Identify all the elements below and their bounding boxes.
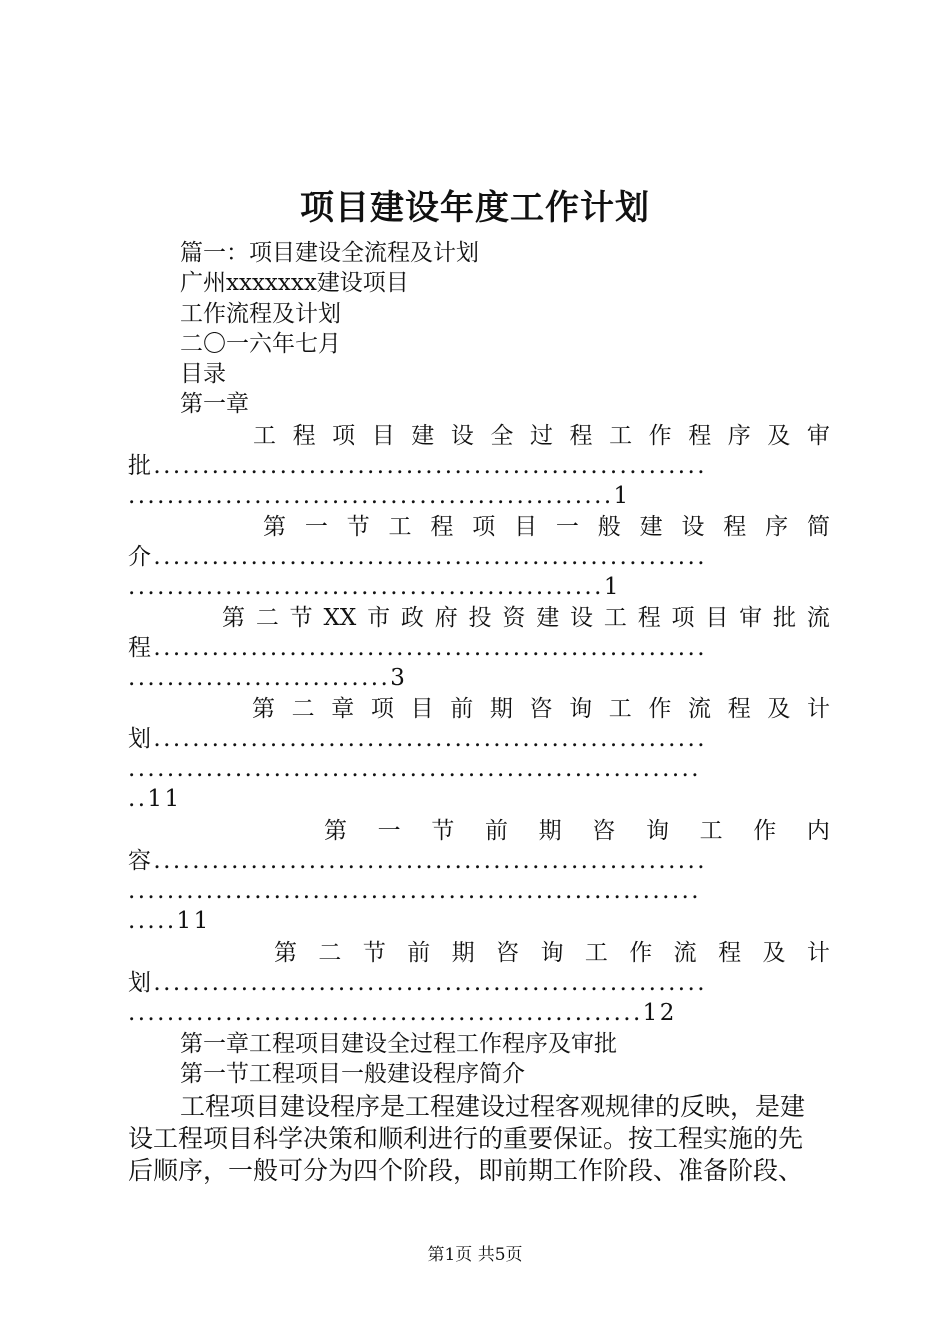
toc-char: 期: [489, 696, 513, 722]
toc-leader-row: 划.........................................................: [128, 970, 707, 996]
toc-leader-row: ...........................................................: [128, 878, 701, 904]
toc-char: 程: [292, 423, 316, 449]
toc-char: 建: [639, 514, 663, 540]
toc-char: 程: [688, 423, 712, 449]
toc-char: 计: [806, 940, 830, 966]
toc-char: 全: [490, 423, 514, 449]
toc-char: 作: [648, 696, 672, 722]
toc-char: 政: [400, 605, 424, 631]
toc-char: 及: [762, 940, 786, 966]
toc-char: 作: [648, 423, 672, 449]
toc-char: 设: [450, 423, 474, 449]
page-footer: 第1页 共5页: [427, 1245, 523, 1265]
toc-char: 工: [608, 696, 632, 722]
toc-entry: [128, 603, 830, 693]
toc-leader-row: 程.........................................................: [128, 635, 707, 661]
toc-char: 简: [806, 514, 830, 540]
paragraph-line: 工程项目建设程序是工程建设过程客观规律的反映，是建: [180, 1092, 806, 1121]
toc-char: 前: [407, 940, 431, 966]
toc-char: 建: [411, 423, 435, 449]
toc-char: 第: [263, 514, 286, 540]
toc-char: 内: [806, 818, 830, 844]
toc-char: 过: [529, 423, 553, 449]
toc-leader-row: ...........................................................: [128, 756, 701, 782]
toc-char: 设: [681, 514, 705, 540]
toc-char: 作: [753, 818, 777, 844]
toc-leader-row: 批.........................................................: [128, 453, 707, 479]
toc-char: 建: [536, 605, 560, 631]
header-line-2: 广州xxxxxxx建设项目: [180, 270, 409, 296]
toc-entry: [128, 816, 830, 936]
toc-char: 投: [468, 605, 492, 631]
toc-char: 二: [291, 696, 315, 722]
toc-char: 章: [331, 696, 355, 722]
toc-char: 一: [377, 818, 401, 844]
toc-char: 咨: [592, 818, 616, 844]
toc-char: 前: [450, 696, 474, 722]
toc-entry-heading: [128, 512, 830, 542]
header-line-3: 工作流程及计划: [180, 301, 341, 327]
header-line-4: 二〇一六年七月: [180, 331, 341, 357]
toc-char: 工: [253, 423, 276, 449]
toc-char: 询: [540, 940, 564, 966]
toc-char: 项: [370, 696, 394, 722]
toc-char: 第: [252, 696, 275, 722]
toc-entry-heading: [128, 694, 830, 724]
toc-char: 审: [806, 423, 830, 449]
toc-heading: 目录: [180, 361, 226, 387]
toc-char: 前: [484, 818, 508, 844]
toc-char: 目: [705, 605, 729, 631]
toc-char: 第: [324, 818, 347, 844]
toc-char: 序: [765, 514, 789, 540]
toc-char: 询: [645, 818, 669, 844]
paragraph-line: 后顺序，一般可分为四个阶段，即前期工作阶段、准备阶段、: [128, 1156, 804, 1185]
toc-char: 设: [570, 605, 594, 631]
toc-leader-row: ..11: [128, 786, 182, 812]
body-paragraph: [128, 1091, 830, 1187]
toc-leader-row: ...........................3: [128, 665, 408, 691]
toc-char: 及: [767, 423, 791, 449]
toc-leader-row: 容.........................................................: [128, 848, 707, 874]
toc-char: 工: [388, 514, 412, 540]
toc-char: 府: [434, 605, 458, 631]
toc-char: 审: [739, 605, 763, 631]
toc-char: 流: [688, 696, 712, 722]
toc-char: 目: [410, 696, 434, 722]
paragraph-line: 设工程项目科学决策和顺利进行的重要保证。按工程实施的先: [128, 1124, 804, 1153]
toc-char: 项: [332, 423, 356, 449]
toc-char: 第: [222, 605, 245, 631]
toc-char: 程: [637, 605, 661, 631]
toc-char: 流: [806, 605, 830, 631]
toc-chapter-label: 第一章: [180, 391, 249, 417]
toc-char: 批: [773, 605, 796, 631]
toc-entry: [128, 421, 830, 511]
toc-entry-heading: [128, 816, 830, 846]
toc-leader-row: .....11: [128, 908, 211, 934]
toc-entry: [128, 694, 830, 814]
toc-char: 期: [451, 940, 475, 966]
chapter-heading: 第一章工程项目建设全过程工作程序及审批: [180, 1031, 617, 1057]
toc-char: 作: [629, 940, 653, 966]
toc-char: 程: [718, 940, 742, 966]
toc-char: 目: [371, 423, 395, 449]
toc-leader-row: ..................................................1: [128, 483, 631, 509]
toc-entry-heading: [128, 421, 830, 451]
toc-entry-heading: [128, 938, 830, 968]
toc-char: 程: [723, 514, 747, 540]
toc-char: 程: [430, 514, 454, 540]
toc-char: 目: [514, 514, 538, 540]
toc-char: 及: [767, 696, 791, 722]
toc-char: 询: [569, 696, 593, 722]
toc-leader-row: 介.........................................................: [128, 544, 707, 570]
toc-char: 工: [699, 818, 723, 844]
toc-char: 期: [538, 818, 562, 844]
toc-leader-row: .................................................1: [128, 574, 621, 600]
toc-char: 节: [346, 514, 370, 540]
toc-char: 工: [603, 605, 627, 631]
document-title: 项目建设年度工作计划: [300, 188, 650, 228]
toc-char: 节: [362, 940, 386, 966]
toc-char: 程: [727, 696, 751, 722]
toc-char: 节: [431, 818, 455, 844]
toc-char: 工: [609, 423, 633, 449]
section-heading: 第一节工程项目一般建设程序简介: [180, 1061, 525, 1087]
toc-char: 一: [555, 514, 579, 540]
toc-entry-heading: [128, 603, 830, 633]
toc-char: 咨: [496, 940, 520, 966]
toc-char: 序: [727, 423, 751, 449]
toc-char: 二: [255, 605, 279, 631]
toc-char: 程: [569, 423, 593, 449]
toc-char: 计: [806, 696, 830, 722]
header-line-1: 篇一：项目建设全流程及计划: [180, 240, 479, 266]
toc-char: 第: [274, 940, 297, 966]
toc-entry: [128, 938, 830, 1028]
toc-char: 流: [673, 940, 697, 966]
toc-char: 咨: [529, 696, 553, 722]
toc-char: XX: [323, 605, 357, 631]
toc-char: 般: [597, 514, 621, 540]
toc-char: 节: [289, 605, 313, 631]
toc-char: 资: [502, 605, 526, 631]
toc-char: 项: [472, 514, 496, 540]
toc-char: 二: [318, 940, 342, 966]
toc-char: 工: [584, 940, 608, 966]
toc-entry: [128, 512, 830, 602]
toc-char: 市: [367, 605, 391, 631]
toc-char: 项: [671, 605, 695, 631]
toc-char: 一: [304, 514, 328, 540]
toc-leader-row: .....................................................12: [128, 1000, 677, 1026]
toc-leader-row: 划.........................................................: [128, 726, 707, 752]
